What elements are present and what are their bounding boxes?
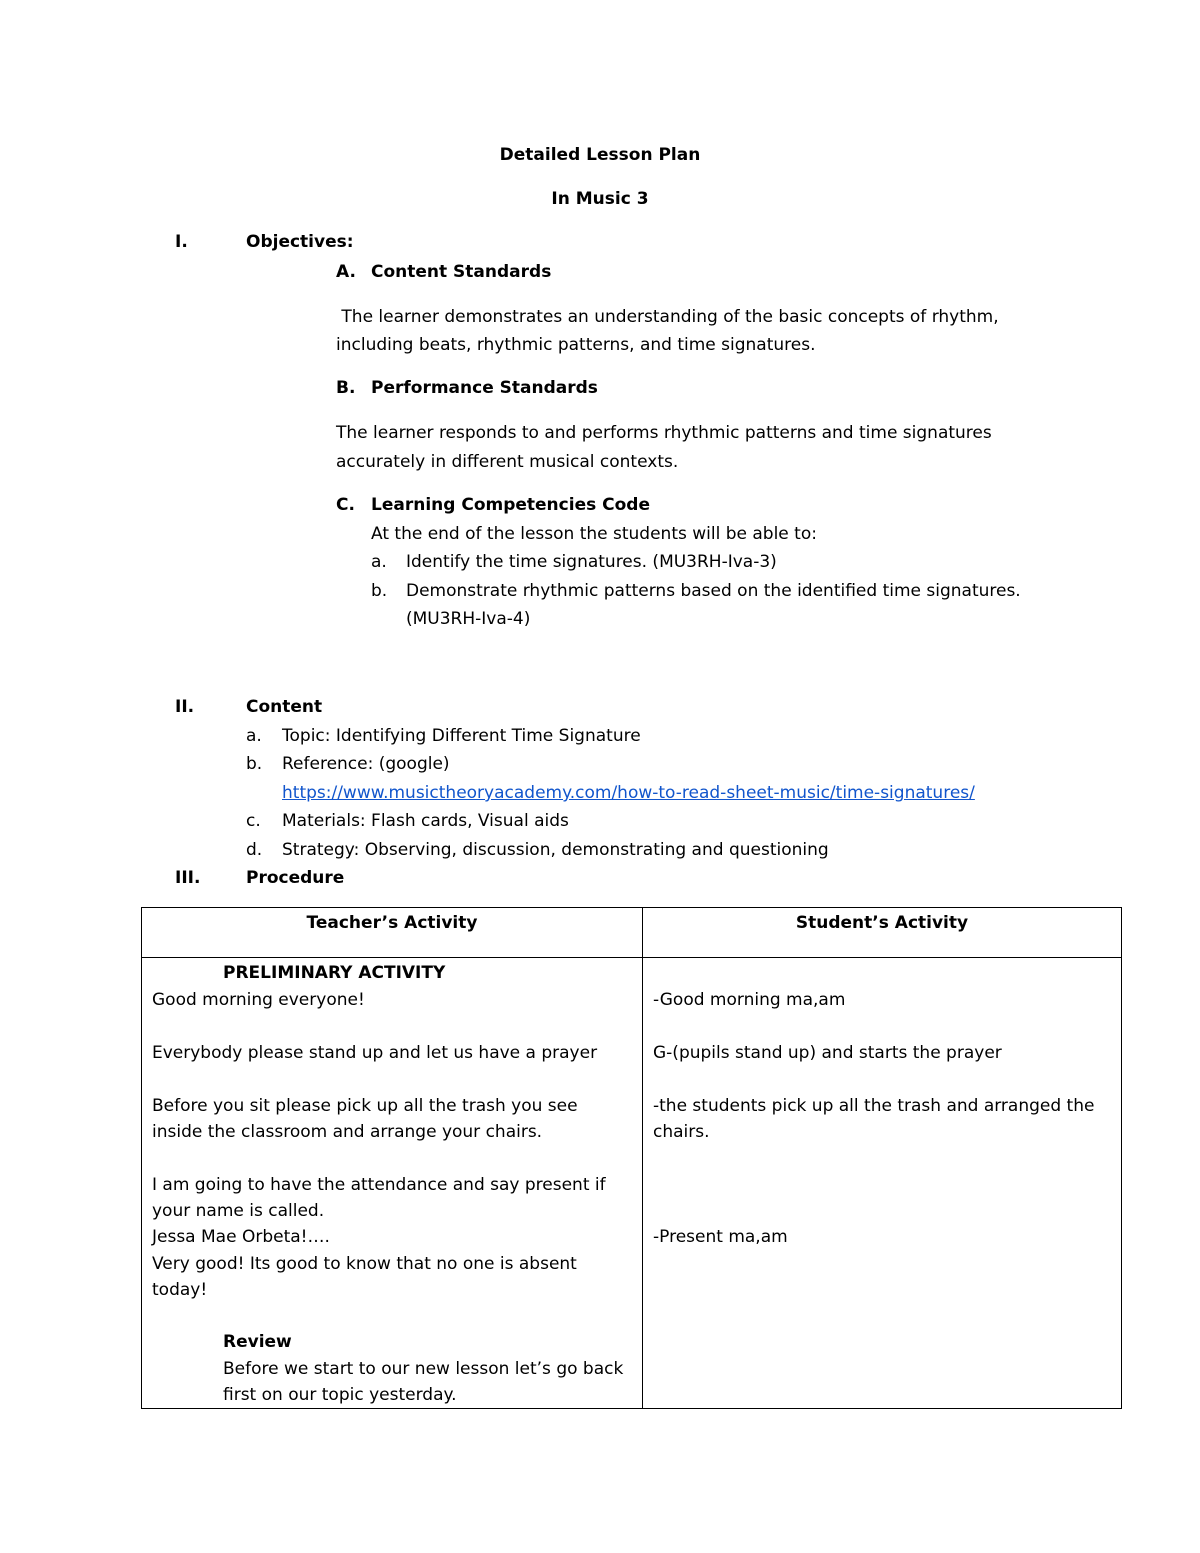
student-line: G-(pupils stand up) and starts the prayer xyxy=(653,1043,1002,1063)
review-title: Review xyxy=(223,1332,292,1352)
student-line: chairs. xyxy=(653,1122,710,1142)
student-line: -Good morning ma,am xyxy=(653,990,846,1010)
section-title-procedure: Procedure xyxy=(246,868,345,888)
subsection-letter-a: A. xyxy=(336,262,356,282)
teacher-line: Everybody please stand up and let us have a prayer xyxy=(152,1043,598,1063)
competencies-intro: At the end of the lesson the students will be able to: xyxy=(371,524,817,544)
content-item-letter: c. xyxy=(246,811,261,831)
subsection-title-learning-competencies: Learning Competencies Code xyxy=(371,495,650,515)
content-item-letter: d. xyxy=(246,840,263,860)
header-cell-teacher xyxy=(142,908,643,958)
competency-letter: b. xyxy=(371,581,388,601)
preliminary-activity-title: PRELIMINARY ACTIVITY xyxy=(223,963,446,983)
teacher-line: Good morning everyone! xyxy=(152,990,365,1010)
teacher-line: Before you sit please pick up all the trash you see xyxy=(152,1096,578,1116)
content-item-reference: Reference: (google) xyxy=(282,754,450,774)
section-number-procedure: III. xyxy=(175,868,201,888)
content-item-topic: Topic: Identifying Different Time Signature xyxy=(282,726,641,746)
student-line: -Present ma,am xyxy=(653,1227,788,1247)
header-student-activity: Student’s Activity xyxy=(795,913,969,933)
performance-standards-text-line: accurately in different musical contexts. xyxy=(336,452,679,472)
table-header-row xyxy=(142,908,1122,958)
review-line: first on our topic yesterday. xyxy=(223,1385,457,1405)
teacher-line: Jessa Mae Orbeta!…. xyxy=(152,1227,330,1247)
teacher-line: Very good! Its good to know that no one is absent xyxy=(152,1254,577,1274)
student-line: -the students pick up all the trash and arranged the xyxy=(653,1096,1095,1116)
subsection-title-content-standards: Content Standards xyxy=(371,262,552,282)
competency-letter: a. xyxy=(371,552,387,572)
section-title-objectives: Objectives: xyxy=(246,232,354,252)
review-line: Before we start to our new lesson let’s go back xyxy=(223,1359,624,1379)
competency-text-line: Identify the time signatures. (MU3RH-Iva-3) xyxy=(406,552,777,572)
section-title-content: Content xyxy=(246,697,323,717)
student-activity-cell xyxy=(643,958,1122,1409)
header-cell-student xyxy=(643,908,1122,958)
reference-link[interactable]: https://www.musictheoryacademy.com/how-to-read-sheet-music/time-signatures/ xyxy=(282,783,975,803)
procedure-table xyxy=(141,907,1122,1409)
teacher-line: I am going to have the attendance and say present if xyxy=(152,1175,606,1195)
content-standards-text-line: including beats, rhythmic patterns, and time signatures. xyxy=(336,335,816,355)
content-standards-text-line: The learner demonstrates an understanding of the basic concepts of rhythm, xyxy=(336,307,999,327)
subsection-letter-c: C. xyxy=(336,495,355,515)
subsection-title-performance-standards: Performance Standards xyxy=(371,378,598,398)
content-item-letter: a. xyxy=(246,726,262,746)
teacher-line: today! xyxy=(152,1280,208,1300)
section-number-content: II. xyxy=(175,697,195,717)
page-title: Detailed Lesson Plan xyxy=(499,145,701,165)
teacher-line: inside the classroom and arrange your chairs. xyxy=(152,1122,543,1142)
content-item-materials: Materials: Flash cards, Visual aids xyxy=(282,811,569,831)
subsection-letter-b: B. xyxy=(336,378,356,398)
performance-standards-text-line: The learner responds to and performs rhythmic patterns and time signatures xyxy=(336,423,992,443)
content-item-letter: b. xyxy=(246,754,263,774)
header-teacher-activity: Teacher’s Activity xyxy=(306,913,478,933)
teacher-activity-cell xyxy=(142,958,643,1409)
competency-text-line: (MU3RH-Iva-4) xyxy=(406,609,531,629)
teacher-line: your name is called. xyxy=(152,1201,325,1221)
section-number-objectives: I. xyxy=(175,232,188,252)
table-row xyxy=(142,958,1122,1409)
competency-text-line: Demonstrate rhythmic patterns based on the identified time signatures. xyxy=(406,581,1021,601)
content-item-strategy: Strategy: Observing, discussion, demonstrating and questioning xyxy=(282,840,829,860)
page-subtitle: In Music 3 xyxy=(551,189,649,209)
